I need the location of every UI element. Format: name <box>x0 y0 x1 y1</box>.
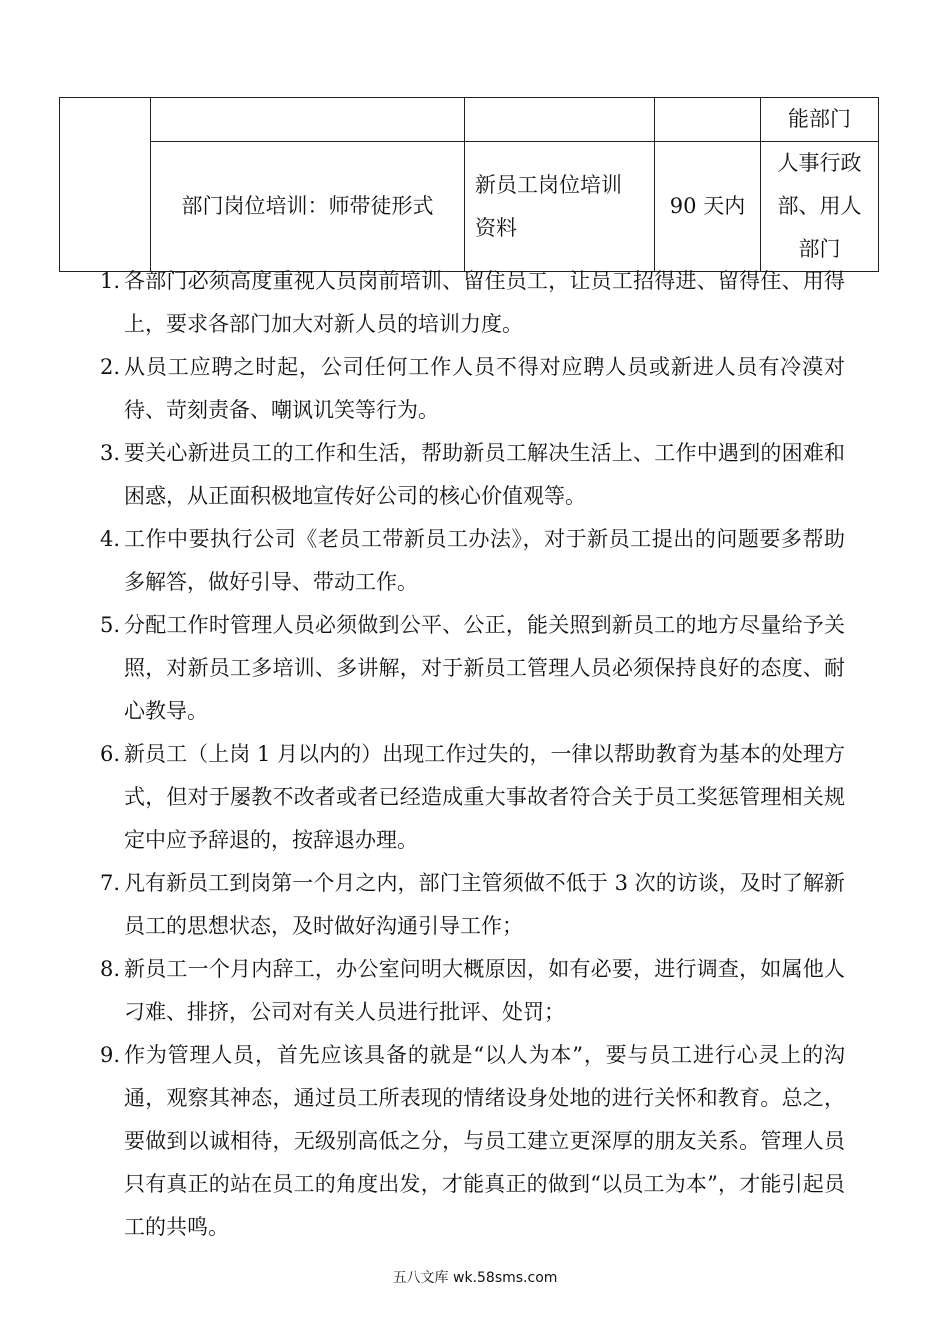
list-item <box>100 948 845 1034</box>
table-cell-empty <box>151 98 465 142</box>
table-cell-timeframe: 90 天内 <box>655 142 761 272</box>
table-cell-material <box>465 142 655 272</box>
item-number: 5. <box>100 613 121 637</box>
list-item <box>100 862 845 948</box>
table-cell-blank-left <box>60 98 151 272</box>
item-text: 从员工应聘之时起，公司任何工作人员不得对应聘人员或新进人员有冷漠对待、苛刻责备、嘲讽讥笑等行为。 <box>124 355 845 422</box>
list-item <box>100 346 845 432</box>
item-number: 9. <box>100 1043 121 1067</box>
item-number: 7. <box>100 871 121 895</box>
table-cell-empty <box>655 98 761 142</box>
responsible-text: 人事行政部、用人部门 <box>777 151 862 261</box>
item-text: 工作中要执行公司《老员工带新员工办法》，对于新员工提出的问题要多帮助多解答，做好引导、带动工作。 <box>124 527 845 594</box>
item-text: 各部门必须高度重视人员岗前培训、留住员工，让员工招得进、留得住、用得上，要求各部门加大对新人员的培训力度。 <box>124 269 845 336</box>
table-cell-dept-continued: 能部门 <box>761 98 879 142</box>
item-number: 6. <box>100 742 121 766</box>
table-row <box>60 142 879 272</box>
item-number: 8. <box>100 957 121 981</box>
material-text: 新员工岗位培训资料 <box>475 172 622 240</box>
training-table <box>59 97 879 272</box>
list-item <box>100 604 845 733</box>
item-text: 作为管理人员，首先应该具备的就是“以人为本”，要与员工进行心灵上的沟通，观察其神态，通过员工所表现的情绪设身处地的进行关怀和教育。总之，要做到以诚相待，无级别高低之分，与员工建立更深厚的朋友关系。管理人员只有真正的站在员工的角度出发，才能真正的做到“以员工为本”，才能引起员工的共鸣。 <box>124 1043 845 1239</box>
table-cell-training-type: 部门岗位培训：师带徒形式 <box>151 142 465 272</box>
list-item <box>100 518 845 604</box>
item-text: 新员工一个月内辞工，办公室问明大概原因，如有必要，进行调查，如属他人刁难、排挤，公司对有关人员进行批评、处罚； <box>124 957 845 1024</box>
item-text: 凡有新员工到岗第一个月之内，部门主管须做不低于 3 次的访谈，及时了解新员工的思想状态，及时做好沟通引导工作； <box>124 871 845 938</box>
rules-list <box>100 260 845 1249</box>
table-cell-empty <box>465 98 655 142</box>
item-number: 4. <box>100 527 121 551</box>
table-row <box>60 98 879 142</box>
list-item <box>100 260 845 346</box>
item-number: 1. <box>100 269 121 293</box>
footer-watermark: 五八文库 wk.58sms.com <box>392 1270 558 1286</box>
list-item <box>100 432 845 518</box>
list-item <box>100 733 845 862</box>
item-number: 2. <box>100 355 121 379</box>
item-text: 新员工（上岗 1 月以内的）出现工作过失的，一律以帮助教育为基本的处理方式，但对于屡教不改者或者已经造成重大事故者符合关于员工奖惩管理相关规定中应予辞退的，按辞退办理。 <box>124 742 845 852</box>
item-text: 分配工作时管理人员必须做到公平、公正，能关照到新员工的地方尽量给予关照，对新员工多培训、多讲解，对于新员工管理人员必须保持良好的态度、耐心教导。 <box>124 613 845 723</box>
item-text: 要关心新进员工的工作和生活，帮助新员工解决生活上、工作中遇到的困难和困惑，从正面积极地宣传好公司的核心价值观等。 <box>124 441 845 508</box>
list-item <box>100 1034 845 1249</box>
table-cell-responsible <box>761 142 879 272</box>
item-number: 3. <box>100 441 121 465</box>
